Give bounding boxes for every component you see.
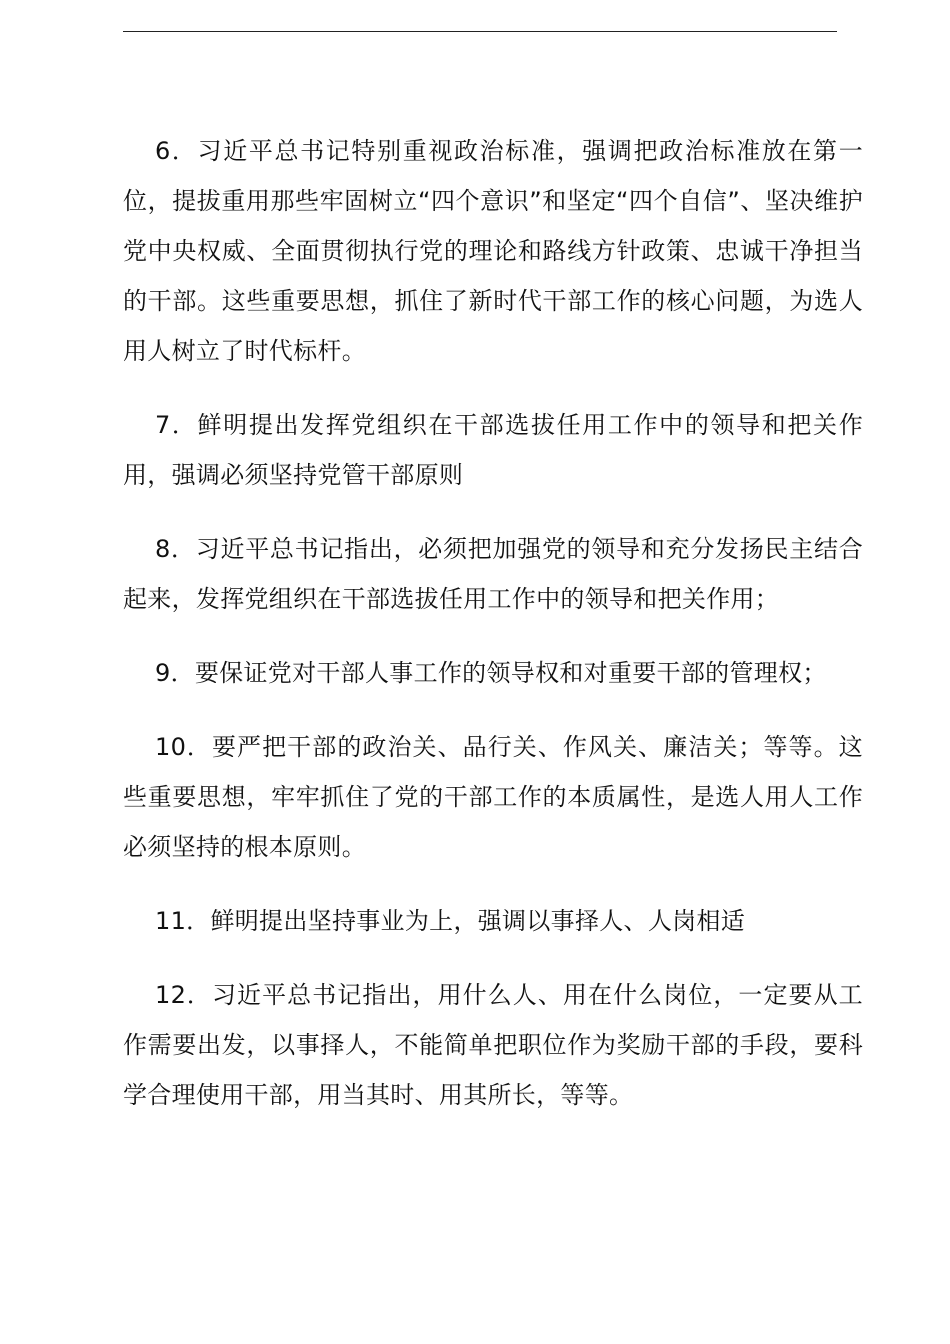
paragraph-10: 10．要严把干部的政治关、品行关、作风关、廉洁关；等等。这些重要思想，牢牢抓住了党的干部工作的本质属性，是选人用人工作必须坚持的根本原则。 — [123, 733, 863, 861]
paragraph-9: 9．要保证党对干部人事工作的领导权和对重要干部的管理权； — [155, 659, 827, 687]
paragraph-8: 8．习近平总书记指出，必须把加强党的领导和充分发扬民主结合起来，发挥党组织在干部选拔任用工作中的领导和把关作用； — [123, 535, 863, 613]
document-body — [123, 126, 863, 1144]
paragraph-7: 7．鲜明提出发挥党组织在干部选拔任用工作中的领导和把关作用，强调必须坚持党管干部原则 — [123, 411, 863, 489]
paragraph-11: 11．鲜明提出坚持事业为上，强调以事择人、人岗相适 — [155, 907, 746, 935]
paragraph-12: 12．习近平总书记指出，用什么人、用在什么岗位，一定要从工作需要出发，以事择人，不能简单把职位作为奖励干部的手段，要科学合理使用干部，用当其时、用其所长，等等。 — [123, 981, 863, 1109]
paragraph-6: 6．习近平总书记特别重视政治标准，强调把政治标准放在第一位，提拔重用那些牢固树立“四个意识”和坚定“四个自信”、坚决维护党中央权威、全面贯彻执行党的理论和路线方针政策、忠诚干净担当的干部。这些重要思想，抓住了新时代干部工作的核心问题，为选人用人树立了时代标杆。 — [123, 137, 863, 365]
header-rule — [123, 31, 837, 32]
